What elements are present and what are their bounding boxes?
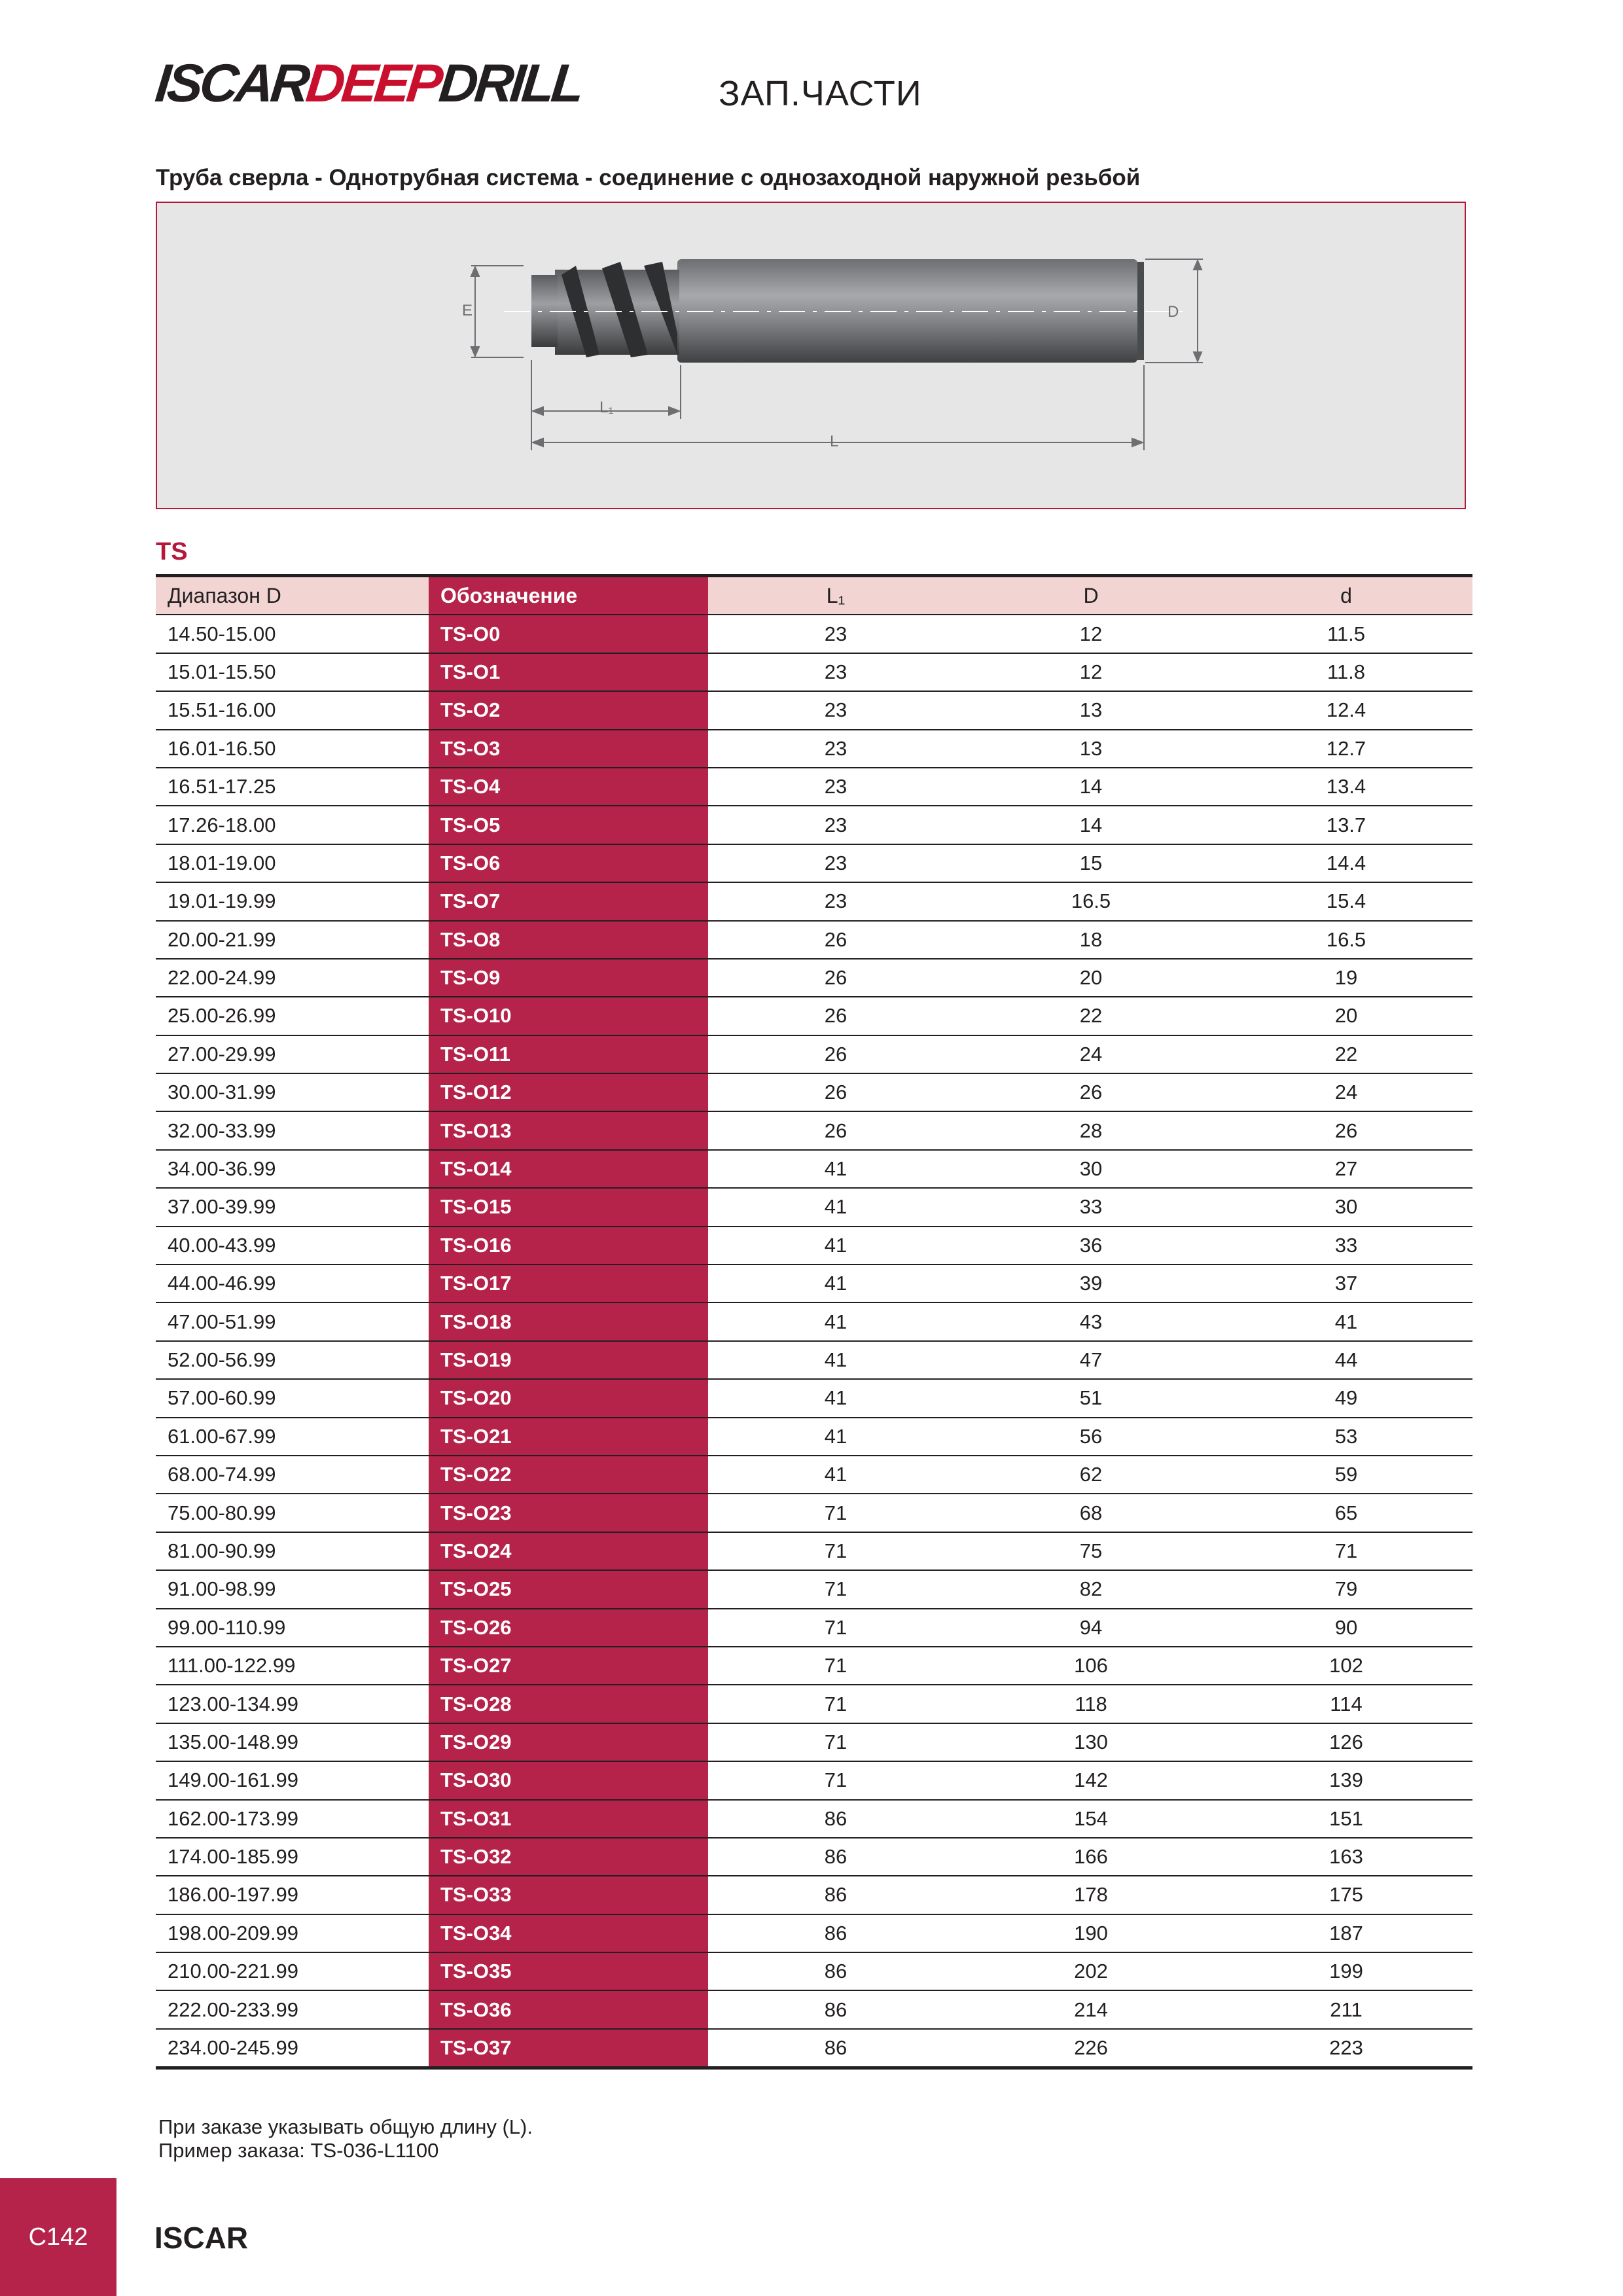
table-row: [156, 806, 1472, 844]
table-row: [156, 1418, 1472, 1456]
designation-cell: TS-O34: [429, 1915, 708, 1952]
designation-cell: TS-O29: [429, 1724, 708, 1761]
d-upper-cell: 178: [1074, 1883, 1108, 1907]
l1-cell: 23: [824, 775, 847, 798]
l1-cell: 41: [824, 1195, 847, 1219]
drill-tube-drawing: [157, 203, 1465, 508]
l1-cell: 26: [824, 1119, 847, 1142]
d-lower-cell: 37: [1334, 1272, 1358, 1295]
range-cell: 16.51-17.25: [168, 775, 276, 798]
d-upper-cell: 68: [1079, 1501, 1103, 1524]
d-upper-cell: 14: [1079, 775, 1103, 798]
designation-cell: TS-O21: [429, 1418, 708, 1455]
d-upper-cell: 26: [1079, 1081, 1103, 1104]
table-row: [156, 1036, 1472, 1074]
l1-cell: 41: [824, 1157, 847, 1181]
range-cell: 123.00-134.99: [168, 1692, 298, 1715]
logo-deep: DEEP: [303, 54, 443, 113]
d-lower-cell: 79: [1334, 1577, 1358, 1601]
l1-cell: 41: [824, 1272, 847, 1295]
designation-cell: TS-O14: [429, 1151, 708, 1187]
table-row: [156, 1839, 1472, 1876]
d-lower-cell: 187: [1329, 1921, 1363, 1945]
designation-cell: TS-O9: [429, 960, 708, 996]
table-row: [156, 1915, 1472, 1953]
d-upper-cell: 51: [1079, 1386, 1103, 1410]
designation-cell: TS-O33: [429, 1876, 708, 1913]
table-row: [156, 1303, 1472, 1341]
d-upper-cell: 154: [1074, 1806, 1108, 1830]
d-lower-cell: 151: [1329, 1806, 1363, 1830]
l1-cell: 41: [824, 1233, 847, 1257]
designation-cell: TS-O36: [429, 1991, 708, 2028]
l1-cell: 71: [824, 1692, 847, 1715]
range-cell: 81.00-90.99: [168, 1539, 276, 1562]
l1-cell: 26: [824, 927, 847, 951]
range-cell: 99.00-110.99: [168, 1615, 286, 1639]
page-number: C142: [28, 2223, 88, 2251]
d-upper-cell: 130: [1074, 1730, 1108, 1753]
l1-cell: 71: [824, 1501, 847, 1524]
range-cell: 15.51-16.00: [168, 698, 276, 722]
d-lower-cell: 175: [1329, 1883, 1363, 1907]
range-cell: 61.00-67.99: [168, 1424, 276, 1448]
logo-drill: DRILL: [436, 54, 584, 113]
range-cell: 57.00-60.99: [168, 1386, 276, 1410]
d-upper-cell: 82: [1079, 1577, 1103, 1601]
l1-cell: 86: [824, 1806, 847, 1830]
label-d: D: [1168, 303, 1179, 321]
d-upper-cell: 12: [1079, 622, 1103, 645]
table-row: [156, 1685, 1472, 1723]
table-row: [156, 845, 1472, 883]
table-row: [156, 1762, 1472, 1800]
label-l: L: [830, 433, 839, 450]
d-upper-cell: 118: [1075, 1692, 1107, 1715]
range-cell: 27.00-29.99: [168, 1042, 276, 1066]
order-note: При заказе указывать общую длину (L).: [158, 2115, 533, 2138]
designation-cell: TS-O22: [429, 1456, 708, 1493]
designation-cell: TS-O10: [429, 997, 708, 1034]
d-lower-cell: 14.4: [1326, 851, 1366, 874]
d-upper-cell: 47: [1079, 1348, 1103, 1371]
range-cell: 186.00-197.99: [168, 1883, 298, 1907]
table-row: [156, 883, 1472, 921]
range-cell: 135.00-148.99: [168, 1730, 298, 1753]
designation-cell: TS-O1: [429, 654, 708, 691]
range-cell: 22.00-24.99: [168, 966, 276, 990]
designation-cell: TS-O8: [429, 922, 708, 958]
table-row: [156, 692, 1472, 730]
d-upper-cell: 43: [1079, 1310, 1103, 1333]
logo-iscar: ISCAR: [152, 54, 310, 113]
table-row: [156, 997, 1472, 1035]
l1-cell: 23: [824, 851, 847, 874]
designation-cell: TS-O6: [429, 845, 708, 882]
l1-cell: 41: [824, 1463, 847, 1486]
designation-cell: TS-O11: [429, 1036, 708, 1073]
page-subtitle: Труба сверла - Однотрубная система - соединение с однозаходной наружной резьбой: [156, 165, 1141, 190]
l1-cell: 86: [824, 1998, 847, 2021]
l1-cell: 26: [824, 966, 847, 990]
designation-cell: TS-O13: [429, 1112, 708, 1149]
drill-tube-figure: [156, 202, 1466, 509]
d-upper-cell: 13: [1079, 698, 1103, 722]
table-row: [156, 615, 1472, 653]
d-lower-cell: 59: [1334, 1463, 1358, 1486]
range-cell: 198.00-209.99: [168, 1921, 298, 1945]
range-cell: 47.00-51.99: [168, 1310, 276, 1333]
order-example: Пример заказа: TS-036-L1100: [158, 2139, 439, 2162]
range-cell: 30.00-31.99: [168, 1081, 276, 1104]
d-upper-cell: 16.5: [1071, 889, 1111, 913]
designation-cell: TS-O0: [429, 615, 708, 652]
table-row: [156, 1533, 1472, 1571]
l1-cell: 71: [824, 1730, 847, 1753]
table-row: [156, 1609, 1472, 1647]
range-cell: 32.00-33.99: [168, 1119, 276, 1142]
designation-cell: TS-O30: [429, 1762, 708, 1799]
table-row: [156, 1647, 1472, 1685]
d-lower-cell: 15.4: [1326, 889, 1366, 913]
d-upper-cell: 18: [1079, 927, 1103, 951]
d-lower-cell: 22: [1334, 1042, 1358, 1066]
designation-cell: TS-O25: [429, 1571, 708, 1607]
designation-cell: TS-O32: [429, 1839, 708, 1875]
d-lower-cell: 44: [1334, 1348, 1358, 1371]
l1-cell: 41: [824, 1386, 847, 1410]
l1-cell: 41: [824, 1424, 847, 1448]
d-lower-cell: 90: [1334, 1615, 1358, 1639]
range-cell: 19.01-19.99: [168, 889, 276, 913]
d-lower-cell: 126: [1329, 1730, 1363, 1753]
d-upper-cell: 13: [1079, 736, 1103, 760]
range-cell: 44.00-46.99: [168, 1272, 276, 1295]
table-row: [156, 1380, 1472, 1418]
designation-cell: TS-O23: [429, 1494, 708, 1531]
d-upper-cell: 56: [1079, 1424, 1103, 1448]
d-upper-cell: 39: [1079, 1272, 1103, 1295]
designation-cell: TS-O5: [429, 806, 708, 843]
d-upper-cell: 30: [1079, 1157, 1103, 1181]
d-upper-cell: 226: [1074, 2036, 1108, 2060]
page-number-tab: [0, 2178, 116, 2296]
l1-cell: 23: [824, 736, 847, 760]
d-upper-cell: 190: [1074, 1921, 1108, 1945]
column-header-d-lower: d: [1340, 583, 1352, 607]
d-lower-cell: 139: [1329, 1768, 1363, 1792]
range-cell: 162.00-173.99: [168, 1806, 298, 1830]
footer-brand: ISCAR: [154, 2221, 249, 2255]
l1-cell: 71: [824, 1654, 847, 1677]
range-cell: 25.00-26.99: [168, 1004, 276, 1028]
d-lower-cell: 65: [1334, 1501, 1358, 1524]
d-upper-cell: 166: [1074, 1845, 1108, 1869]
d-upper-cell: 202: [1074, 1960, 1108, 1983]
l1-cell: 86: [824, 1883, 847, 1907]
table-row: [156, 1265, 1472, 1303]
label-l1: L₁: [599, 399, 614, 416]
d-upper-cell: 28: [1079, 1119, 1103, 1142]
d-lower-cell: 49: [1334, 1386, 1358, 1410]
d-lower-cell: 13.4: [1326, 775, 1366, 798]
range-cell: 222.00-233.99: [168, 1998, 298, 2021]
table-row: [156, 1151, 1472, 1189]
table-row: [156, 1801, 1472, 1839]
iscar-deepdrill-logo: [152, 54, 584, 113]
d-upper-cell: 36: [1079, 1233, 1103, 1257]
designation-cell: TS-O20: [429, 1380, 708, 1416]
d-upper-cell: 22: [1079, 1004, 1103, 1028]
l1-cell: 71: [824, 1539, 847, 1562]
table-row: [156, 768, 1472, 806]
d-upper-cell: 142: [1074, 1768, 1108, 1792]
l1-cell: 71: [824, 1768, 847, 1792]
label-e: E: [462, 302, 473, 319]
designation-cell: TS-O27: [429, 1647, 708, 1684]
d-upper-cell: 12: [1079, 660, 1103, 683]
range-cell: 210.00-221.99: [168, 1960, 298, 1983]
l1-cell: 23: [824, 660, 847, 683]
designation-cell: TS-O4: [429, 768, 708, 805]
l1-cell: 86: [824, 1960, 847, 1983]
d-upper-cell: 75: [1079, 1539, 1103, 1562]
range-cell: 18.01-19.00: [168, 851, 276, 874]
d-lower-cell: 163: [1329, 1845, 1363, 1869]
range-cell: 16.01-16.50: [168, 736, 276, 760]
d-lower-cell: 114: [1330, 1692, 1363, 1715]
table-row: [156, 1227, 1472, 1265]
l1-cell: 86: [824, 1921, 847, 1945]
l1-cell: 26: [824, 1081, 847, 1104]
column-header-range: Диапазон D: [168, 583, 281, 607]
range-cell: 75.00-80.99: [168, 1501, 276, 1524]
column-header-designation: Обозначение: [429, 577, 708, 614]
l1-cell: 86: [824, 1845, 847, 1869]
designation-cell: TS-O19: [429, 1342, 708, 1378]
table-row: [156, 1494, 1472, 1532]
l1-cell: 26: [824, 1004, 847, 1028]
range-cell: 20.00-21.99: [168, 927, 276, 951]
column-header-l1: L₁: [826, 583, 846, 607]
table-row: [156, 1953, 1472, 1991]
l1-cell: 41: [824, 1310, 847, 1333]
designation-cell: TS-O17: [429, 1265, 708, 1302]
table-row: [156, 960, 1472, 997]
d-lower-cell: 102: [1329, 1654, 1363, 1677]
table-row: [156, 1991, 1472, 2029]
range-cell: 174.00-185.99: [168, 1845, 298, 1869]
designation-cell: TS-O12: [429, 1074, 708, 1111]
table-row: [156, 2030, 1472, 2068]
range-cell: 234.00-245.99: [168, 2036, 298, 2060]
section-title: ЗАП.ЧАСТИ: [719, 74, 922, 113]
d-upper-cell: 62: [1079, 1463, 1103, 1486]
d-upper-cell: 24: [1079, 1042, 1103, 1066]
table-row: [156, 1876, 1472, 1914]
range-cell: 37.00-39.99: [168, 1195, 276, 1219]
d-lower-cell: 223: [1329, 2036, 1363, 2060]
d-lower-cell: 24: [1334, 1081, 1358, 1104]
l1-cell: 23: [824, 622, 847, 645]
l1-cell: 23: [824, 889, 847, 913]
d-lower-cell: 19: [1334, 966, 1358, 990]
l1-cell: 86: [824, 2036, 847, 2060]
d-lower-cell: 41: [1334, 1310, 1358, 1333]
d-lower-cell: 33: [1334, 1233, 1358, 1257]
table-row: [156, 730, 1472, 768]
range-cell: 52.00-56.99: [168, 1348, 276, 1371]
d-lower-cell: 12.7: [1326, 736, 1366, 760]
designation-cell: TS-O37: [429, 2030, 708, 2066]
table-header-row: [156, 577, 1472, 615]
d-lower-cell: 26: [1334, 1119, 1358, 1142]
table-row: [156, 1189, 1472, 1227]
range-cell: 17.26-18.00: [168, 813, 276, 836]
d-lower-cell: 53: [1334, 1424, 1358, 1448]
designation-cell: TS-O35: [429, 1953, 708, 1990]
d-lower-cell: 12.4: [1326, 698, 1366, 722]
range-cell: 111.00-122.99: [168, 1654, 296, 1677]
d-lower-cell: 11.8: [1327, 660, 1366, 683]
range-cell: 149.00-161.99: [168, 1768, 298, 1792]
parts-table: [156, 574, 1472, 2070]
d-upper-cell: 20: [1079, 966, 1103, 990]
table-row: [156, 1112, 1472, 1150]
l1-cell: 41: [824, 1348, 847, 1371]
designation-cell: TS-O26: [429, 1609, 708, 1646]
d-lower-cell: 16.5: [1326, 927, 1366, 951]
d-upper-cell: 94: [1079, 1615, 1103, 1639]
l1-cell: 23: [824, 698, 847, 722]
d-lower-cell: 13.7: [1326, 813, 1366, 836]
designation-cell: TS-O2: [429, 692, 708, 728]
range-cell: 40.00-43.99: [168, 1233, 276, 1257]
table-row: [156, 1724, 1472, 1762]
table-row: [156, 1571, 1472, 1609]
table-row: [156, 922, 1472, 960]
range-cell: 91.00-98.99: [168, 1577, 276, 1601]
d-lower-cell: 27: [1334, 1157, 1358, 1181]
l1-cell: 71: [824, 1615, 847, 1639]
d-lower-cell: 30: [1334, 1195, 1358, 1219]
d-upper-cell: 33: [1079, 1195, 1103, 1219]
designation-cell: TS-O3: [429, 730, 708, 767]
range-cell: 34.00-36.99: [168, 1157, 276, 1181]
designation-cell: TS-O15: [429, 1189, 708, 1225]
d-upper-cell: 14: [1079, 813, 1103, 836]
designation-cell: TS-O7: [429, 883, 708, 920]
designation-cell: TS-O24: [429, 1533, 708, 1570]
range-cell: 15.01-15.50: [168, 660, 276, 683]
range-cell: 14.50-15.00: [168, 622, 276, 645]
table-body: [156, 615, 1472, 2068]
designation-cell: TS-O18: [429, 1303, 708, 1340]
d-lower-cell: 211: [1330, 1998, 1363, 2021]
table-row: [156, 654, 1472, 692]
table-row: [156, 1456, 1472, 1494]
d-upper-cell: 15: [1079, 851, 1103, 874]
d-upper-cell: 214: [1074, 1998, 1108, 2021]
d-lower-cell: 11.5: [1327, 622, 1366, 645]
d-lower-cell: 199: [1329, 1960, 1363, 1983]
designation-cell: TS-O31: [429, 1801, 708, 1837]
l1-cell: 71: [824, 1577, 847, 1601]
column-header-d-upper: D: [1083, 583, 1099, 607]
table-row: [156, 1074, 1472, 1112]
d-lower-cell: 71: [1334, 1539, 1358, 1562]
range-cell: 68.00-74.99: [168, 1463, 276, 1486]
d-upper-cell: 106: [1074, 1654, 1108, 1677]
l1-cell: 23: [824, 813, 847, 836]
designation-cell: TS-O28: [429, 1685, 708, 1722]
table-row: [156, 1342, 1472, 1380]
d-lower-cell: 20: [1334, 1004, 1358, 1028]
l1-cell: 26: [824, 1042, 847, 1066]
table-title: TS: [156, 538, 188, 565]
designation-cell: TS-O16: [429, 1227, 708, 1264]
